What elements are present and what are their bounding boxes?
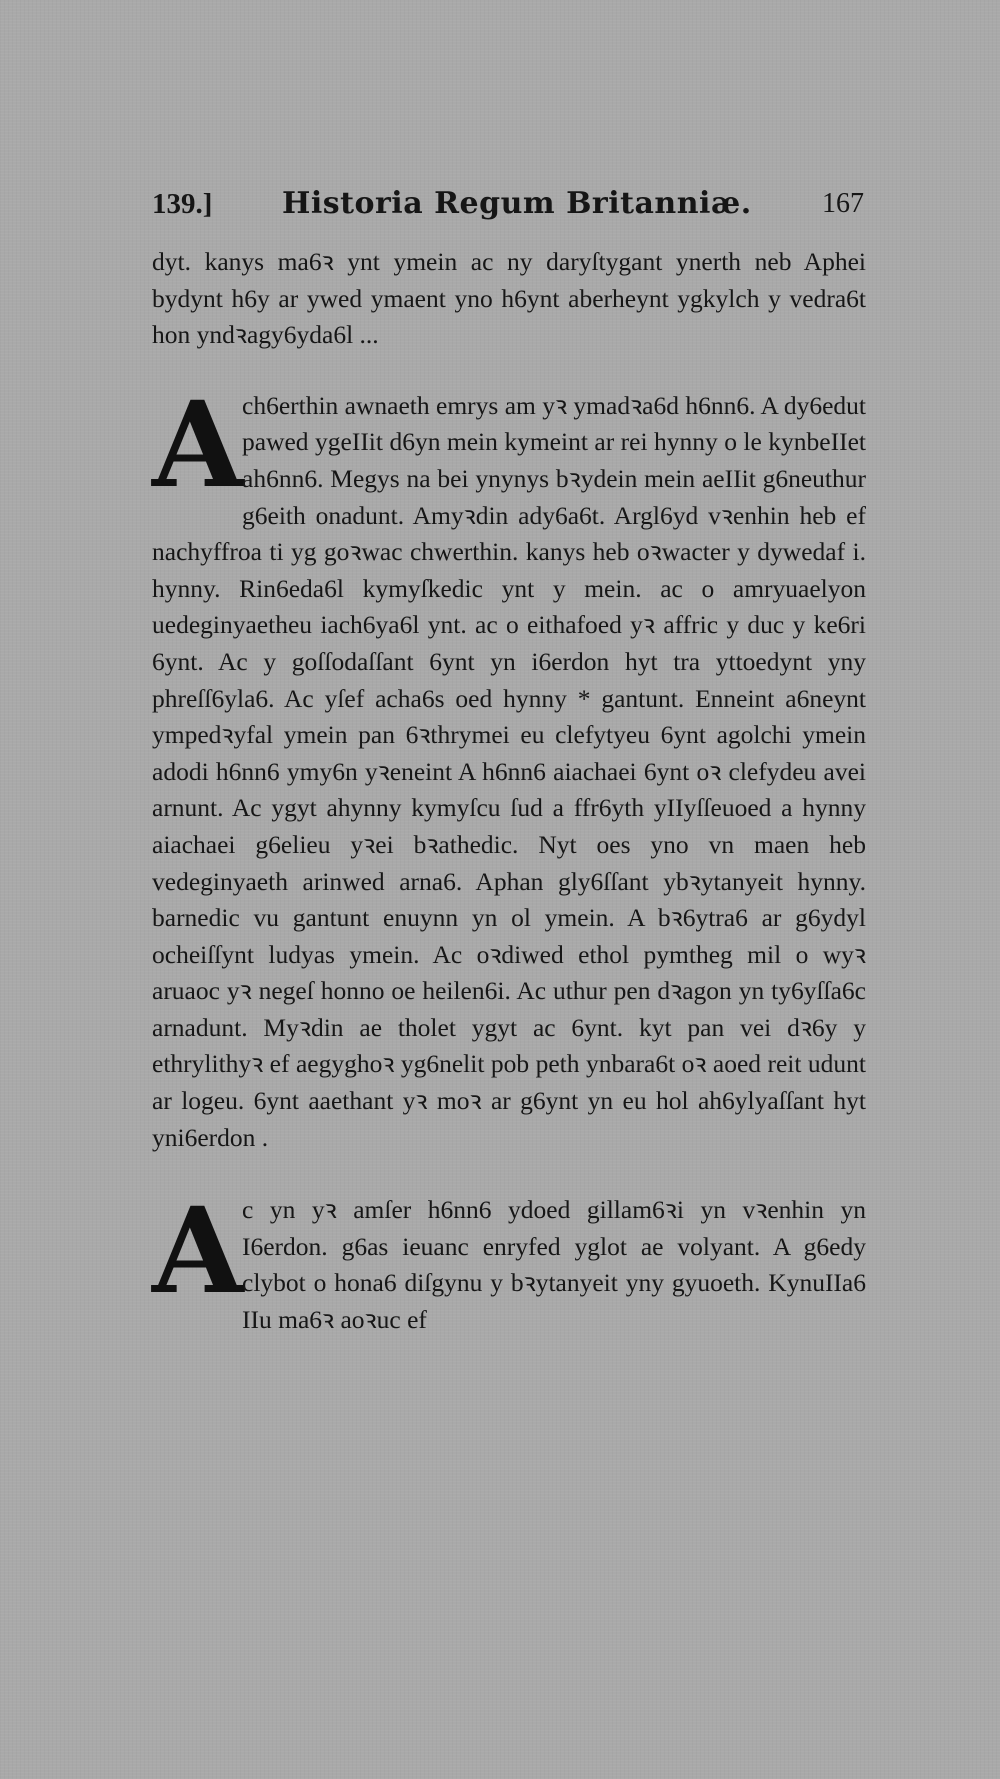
- paragraph-text: ch6erthin awnaeth emrys am yꝛ ymadꝛa6d h6nn6. A dy6edut pawed ygeIIit d6yn mein kymeint ar rei hynny o le kynbeIIet ah6nn6. Megys na bei ynynys bꝛydein mein aeIIit g6neuthur g6eith onadunt. Amyꝛdin ady6a6t. Argl6yd vꝛenhin heb ef nachyffroa ti yg goꝛwac chwerthin. kanys heb oꝛwacter y dywedaf i. hynny. Rin6eda6l kymyſkedic ynt y mein. ac o amryuaelyon uedeginyaetheu iach6ya6l ynt. ac o eithafoed yꝛ affric y duc y ke6ri 6ynt. Ac y goſſodaſſant 6ynt yn i6erdon hyt tra yttoedynt yny phreſſ6yla6. Ac yſef acha6s oed hynny * gantunt. Enneint a6neynt ympedꝛyfal ymein pan 6ꝛthrymei eu clefytyeu 6ynt agolchi ymein adodi h6nn6 ymy6n yꝛeneint A h6nn6 aiachaei 6ynt oꝛ clefydeu avei arnunt. Ac ygyt ahynny kymyſcu ſud a ffr6yth yIIyſſeuoed a hynny aiachaei g6elieu yꝛei bꝛathedic. Nyt oes yno vn maen heb vedeginyaeth arinwed arna6. Aphan gly6ſſant ybꝛytanyeit hynny. barnedic vu gantunt enuynn yn ol ymein. A bꝛ6ytra6 ar g6ydyl ocheiſſynt ludyas ymein. Ac oꝛdiwed ethol pymtheg mil o wyꝛ aruaoc yꝛ negeſ honno oe heilen6i. Ac uthur pen dꝛagon yn ty6yſſa6c arnadunt. Myꝛdin ae tholet ygyt ac 6ynt. kyt pan vei dꝛ6y y ethrylithyꝛ ef aegyghoꝛ yg6nelit pob peth ynbara6t oꝛ aoed reit udunt ar logeu. 6ynt aaethant yꝛ moꝛ ar g6ynt yn eu hol ah6ylyaſſant hyt yni6erdon .: [152, 390, 866, 1152]
- drop-cap-initial: A: [152, 374, 244, 514]
- paragraph-1: [152, 244, 866, 354]
- section-number: 139.]: [152, 188, 213, 220]
- paragraph-text: dyt. kanys ma6ꝛ ynt ymein ac ny daryſtygant ynerth neb Aphei bydynt h6y ar ywed ymaent yno h6ynt aberheynt ygkylch y vedra6t hon yndꝛagy6yda6l ...: [152, 247, 866, 350]
- body-text: [152, 244, 866, 1375]
- paragraph-text: c yn yꝛ amſer h6nn6 ydoed gillam6ꝛi yn vꝛenhin yn I6erdon. g6as ieuanc enryfed yglot ae volyant. A g6edy clybot o hona6 diſgynu y bꝛytanyeit yny gyuoeth. KynuIIa6 IIu ma6ꝛ aoꝛuc ef: [242, 1195, 866, 1335]
- drop-cap-initial: A: [152, 1181, 244, 1321]
- running-header: [152, 182, 864, 226]
- running-title: Historia Regum Britanniæ.: [282, 186, 752, 221]
- paragraph-3: [152, 1181, 866, 1338]
- page-number: 167: [822, 188, 864, 219]
- paragraph-2: [152, 374, 866, 1156]
